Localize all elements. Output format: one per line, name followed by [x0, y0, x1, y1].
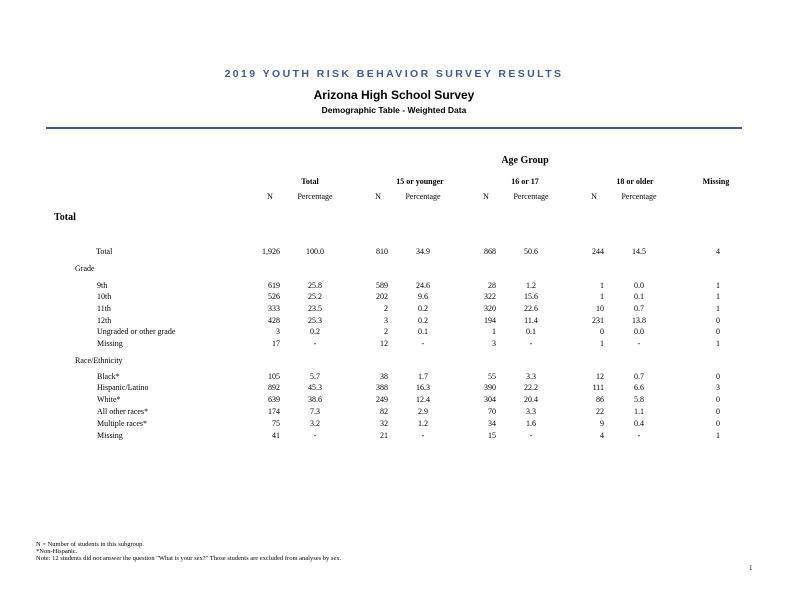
cell-n3: 0 [600, 327, 604, 336]
cell-n1: 32 [380, 419, 388, 428]
footnote-n: N = Number of students in this subgroup. [36, 541, 145, 548]
col-missing-header: Missing [702, 177, 730, 186]
cell-n1: 12 [380, 339, 388, 348]
col-pct-header: Percentage [405, 192, 441, 201]
row-label: 12th [97, 316, 112, 325]
cell-n2: 28 [488, 281, 496, 290]
cell-n3: 231 [592, 316, 604, 325]
cell-n1: 202 [376, 292, 388, 301]
row-label: All other races* [97, 407, 149, 416]
cell-n3: 1 [600, 339, 604, 348]
row-label: Hispanic/Latino [97, 383, 149, 392]
cell-pct: 5.7 [310, 372, 320, 381]
cell-n3: 111 [592, 383, 604, 392]
cell-p1: 34.9 [416, 247, 430, 256]
cell-miss: 0 [716, 419, 720, 428]
col-old-header: 18 or older [616, 177, 654, 186]
cell-p1: 12.4 [416, 395, 430, 404]
cell-n: 17 [272, 339, 280, 348]
cell-pct: 7.3 [310, 407, 320, 416]
cell-p2: 15.6 [524, 292, 538, 301]
cell-n: 892 [268, 383, 280, 392]
header-divider [46, 127, 742, 129]
cell-n3: 9 [600, 419, 604, 428]
cell-n: 333 [268, 304, 280, 313]
section-title: Total [54, 212, 76, 223]
cell-n3: 1 [600, 281, 604, 290]
col-n-header: N [591, 192, 597, 201]
row-label: Black* [97, 372, 120, 381]
cell-p3: 0.7 [634, 372, 644, 381]
cell-p1: 2.9 [418, 407, 428, 416]
cell-n2: 320 [484, 304, 496, 313]
cell-n1: 38 [380, 372, 388, 381]
cell-n3: 22 [596, 407, 604, 416]
cell-n3: 1 [600, 292, 604, 301]
table-subtitle: Demographic Table - Weighted Data [321, 105, 467, 115]
cell-p1: 1.2 [418, 419, 428, 428]
cell-p2: - [529, 431, 533, 440]
row-label: 9th [97, 281, 108, 290]
cell-n2: 194 [484, 316, 496, 325]
cell-n2: 3 [492, 339, 496, 348]
cell-n: 619 [268, 281, 280, 290]
row-label: Missing [97, 339, 123, 348]
cell-p2: 1.6 [526, 419, 536, 428]
row-label: 10th [97, 292, 112, 301]
cell-p1: 1.7 [418, 372, 428, 381]
cell-p3: 1.1 [634, 407, 644, 416]
cell-n2: 304 [484, 395, 496, 404]
cell-n2: 70 [488, 407, 496, 416]
cell-p1: 0.1 [418, 327, 428, 336]
cell-p2: 3.3 [526, 407, 536, 416]
cell-p2: 3.3 [526, 372, 536, 381]
cell-miss: 0 [716, 372, 720, 381]
cell-pct: 23.5 [308, 304, 322, 313]
cell-n: 41 [272, 431, 280, 440]
cell-n1: 82 [380, 407, 388, 416]
cell-n: 174 [268, 407, 280, 416]
row-label: Missing [97, 431, 123, 440]
cell-n3: 244 [592, 247, 604, 256]
cell-p1: 24.6 [416, 281, 430, 290]
cell-p2: 0.1 [526, 327, 536, 336]
cell-p2: 20.4 [524, 395, 538, 404]
cell-p3: 5.8 [634, 395, 644, 404]
cell-n1: 388 [376, 383, 388, 392]
cell-pct: 25.2 [308, 292, 322, 301]
cell-p3: - [637, 339, 641, 348]
cell-p2: 11.4 [524, 316, 538, 325]
cell-miss: 1 [716, 281, 720, 290]
cell-n: 639 [268, 395, 280, 404]
cell-pct: 100.0 [306, 247, 324, 256]
cell-n3: 10 [596, 304, 604, 313]
cell-p3: 0.0 [634, 281, 644, 290]
cell-p3: 13.8 [632, 316, 646, 325]
cell-p1: - [421, 339, 425, 348]
cell-n1: 21 [380, 431, 388, 440]
cell-n1: 589 [376, 281, 388, 290]
cell-n1: 3 [384, 316, 388, 325]
cell-n: 3 [276, 327, 280, 336]
cell-p2: 22.2 [524, 383, 538, 392]
cell-p2: 22.6 [524, 304, 538, 313]
row-label: Ungraded or other grade [97, 327, 176, 336]
cell-pct: 25.8 [308, 281, 322, 290]
cell-p1: - [421, 431, 425, 440]
cell-pct: - [313, 339, 317, 348]
cell-n2: 1 [492, 327, 496, 336]
cell-p3: 6.6 [634, 383, 644, 392]
cell-p3: - [637, 431, 641, 440]
cell-p3: 14.5 [632, 247, 646, 256]
survey-title: Arizona High School Survey [313, 88, 475, 102]
cell-p3: 0.4 [634, 419, 644, 428]
col-young-header: 15 or younger [396, 177, 444, 186]
footnote-nonhispanic: *Non-Hispanic. [36, 548, 78, 555]
cell-p2: - [529, 339, 533, 348]
cell-n: 1,926 [262, 247, 280, 256]
cell-n2: 322 [484, 292, 496, 301]
age-group-header: Age Group [501, 155, 549, 166]
row-group-label: Race/Ethnicity [75, 356, 123, 365]
col-mid-header: 16 or 17 [511, 177, 539, 186]
cell-n3: 12 [596, 372, 604, 381]
cell-p1: 0.2 [418, 316, 428, 325]
cell-miss: 0 [716, 327, 720, 336]
cell-n1: 810 [376, 247, 388, 256]
col-pct-header: Percentage [297, 192, 333, 201]
cell-pct: 25.3 [308, 316, 322, 325]
col-n-header: N [375, 192, 381, 201]
cell-p3: 0.0 [634, 327, 644, 336]
col-n-header: N [267, 192, 273, 201]
cell-miss: 1 [716, 304, 720, 313]
footnote-note: Note: 12 students did not answer the question "What is your sex?" Those students are excluded from analyses by sex. [36, 555, 342, 562]
col-pct-header: Percentage [513, 192, 549, 201]
cell-n3: 86 [596, 395, 604, 404]
cell-p2: 1.2 [526, 281, 536, 290]
cell-p3: 0.7 [634, 304, 644, 313]
cell-miss: 0 [716, 395, 720, 404]
cell-n: 105 [268, 372, 280, 381]
cell-n2: 55 [488, 372, 496, 381]
cell-pct: - [313, 431, 317, 440]
cell-miss: 1 [716, 431, 720, 440]
row-label: 11th [97, 304, 111, 313]
cell-miss: 0 [716, 316, 720, 325]
cell-n2: 15 [488, 431, 496, 440]
cell-p3: 0.1 [634, 292, 644, 301]
cell-n2: 34 [488, 419, 496, 428]
cell-n2: 390 [484, 383, 496, 392]
cell-n: 75 [272, 419, 280, 428]
cell-p1: 16.3 [416, 383, 430, 392]
cell-n3: 4 [600, 431, 604, 440]
col-total-header: Total [301, 177, 319, 186]
cell-n: 428 [268, 316, 280, 325]
cell-miss: 1 [716, 292, 720, 301]
page-number: 1 [749, 564, 753, 572]
cell-miss: 0 [716, 407, 720, 416]
cell-p1: 0.2 [418, 304, 428, 313]
cell-miss: 1 [716, 339, 720, 348]
cell-n1: 2 [384, 327, 388, 336]
cell-n2: 868 [484, 247, 496, 256]
cell-n1: 2 [384, 304, 388, 313]
row-label: White* [97, 395, 121, 404]
cell-n: 526 [268, 292, 280, 301]
row-label: Total [96, 247, 113, 256]
cell-miss: 3 [716, 383, 720, 392]
cell-pct: 0.2 [310, 327, 320, 336]
col-n-header: N [483, 192, 489, 201]
report-series-title: 2019 YOUTH RISK BEHAVIOR SURVEY RESULTS [224, 68, 564, 80]
col-pct-header: Percentage [621, 192, 657, 201]
cell-pct: 3.2 [310, 419, 320, 428]
row-group-label: Grade [75, 264, 95, 273]
cell-n1: 249 [376, 395, 388, 404]
cell-pct: 38.6 [308, 395, 322, 404]
row-label: Multiple races* [97, 419, 147, 428]
cell-p1: 9.6 [418, 292, 428, 301]
cell-pct: 45.3 [308, 383, 322, 392]
cell-miss: 4 [716, 247, 720, 256]
cell-p2: 50.6 [524, 247, 538, 256]
